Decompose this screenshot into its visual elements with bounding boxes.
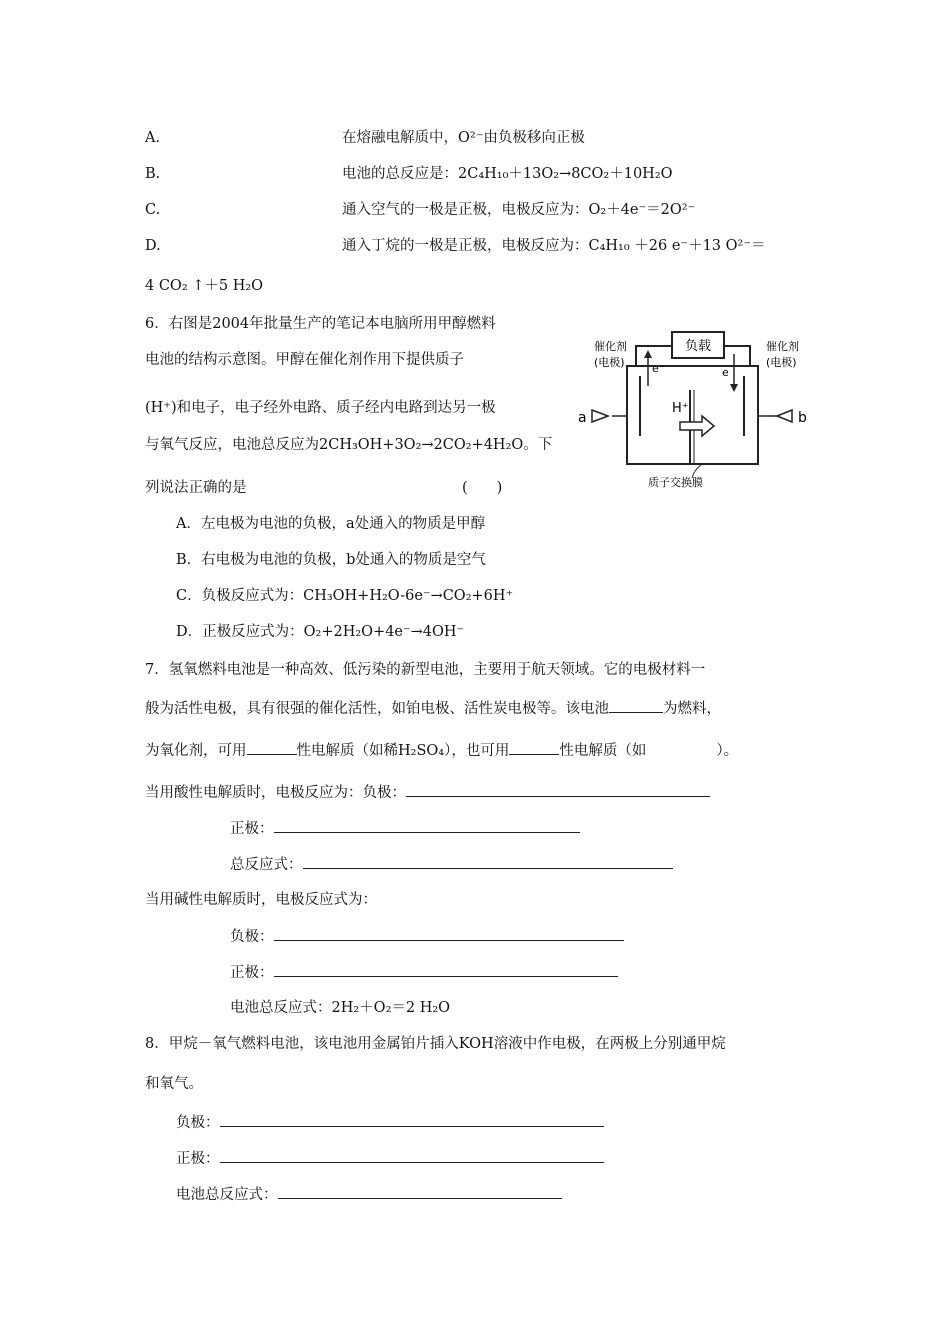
q7-line-3 <box>145 740 738 761</box>
cell-body <box>627 366 758 464</box>
acid-positive-row <box>230 818 580 839</box>
proton-arrow <box>680 416 714 436</box>
q7-line-2 <box>145 698 721 719</box>
acid-positive-blank[interactable] <box>274 818 580 833</box>
q6-line-3: (H⁺)和电子，电子经外电路、质子经内电路到达另一极 <box>145 400 496 416</box>
q5-option-b-text: 电池的总反应是：2C₄H₁₀＋13O₂→8CO₂＋10H₂O <box>342 166 673 182</box>
q6-line-1: 6．右图是2004年批量生产的笔记本电脑所用甲醇燃料 <box>145 316 496 332</box>
base-positive-row <box>230 962 618 983</box>
electron-right-label: e <box>722 366 729 379</box>
q5-option-b-label: B. <box>145 166 161 182</box>
q8-total-row <box>176 1184 562 1205</box>
q5-option-c-label: C. <box>145 202 161 218</box>
q5-option-d-label: D. <box>145 238 161 254</box>
q5-option-a-text: 在熔融电解质中，O²⁻由负极移向正极 <box>342 130 585 146</box>
inlet-a-label: a <box>578 410 587 426</box>
right-electrode-label: (电极) <box>766 356 797 369</box>
fuel-blank[interactable] <box>609 698 663 713</box>
acid-positive-label: 正极： <box>230 821 274 837</box>
electron-left-label: e⁻ <box>652 362 665 375</box>
right-catalyst-label: 催化剂 <box>766 340 799 353</box>
q6-line-5: 列说法正确的是 <box>145 480 247 496</box>
q6-line-2: 电池的结构示意图。甲醇在催化剂作用下提供质子 <box>145 352 464 368</box>
q6-option-c: C．负极反应式为：CH₃OH+H₂O-6e⁻→CO₂+6H⁺ <box>176 588 514 604</box>
base-intro: 当用碱性电解质时，电极反应式为： <box>145 892 377 908</box>
q6-answer-paren: ( ) <box>462 480 503 496</box>
acid-total-row <box>230 854 673 875</box>
membrane-label: 质子交换膜 <box>648 476 703 489</box>
q8-positive-label: 正极： <box>176 1151 220 1167</box>
q5-option-a-label: A. <box>145 130 161 146</box>
q5-option-a <box>145 128 160 148</box>
q8-negative-row <box>176 1112 604 1133</box>
base-negative-blank[interactable] <box>274 926 624 941</box>
q7-line-2-end: 为燃料， <box>663 701 721 717</box>
q8-positive-row <box>176 1148 604 1169</box>
base-positive-label: 正极： <box>230 965 274 981</box>
q6-line-4: 与氧气反应，电池总反应为2CH₃OH+3O₂→2CO₂+4H₂O。下 <box>145 437 553 453</box>
load-label: 负载 <box>684 339 712 354</box>
q8-total-blank[interactable] <box>278 1184 562 1199</box>
electrolyte-blank-1[interactable] <box>247 740 297 755</box>
q7-line-3-b: 性电解质（如稀H₂SO₄），也可用 <box>296 743 510 759</box>
electrolyte-blank-2[interactable] <box>509 740 559 755</box>
q8-total-label: 电池总反应式： <box>176 1187 278 1203</box>
q5-option-d-continuation: 4 CO₂ ↑＋5 H₂O <box>145 278 264 294</box>
q5-option-d-text: 通入丁烷的一极是正极，电极反应为：C₄H₁₀ ＋26 e⁻＋13 O²⁻＝ <box>342 238 766 254</box>
q6-option-a: A．左电极为电池的负极，a处通入的物质是甲醇 <box>176 516 486 532</box>
base-negative-row <box>230 926 624 947</box>
acid-total-blank[interactable] <box>303 854 673 869</box>
b-inlet-arrow <box>777 410 792 422</box>
q6-option-d: D．正极反应式为：O₂+2H₂O+4e⁻→4OH⁻ <box>176 624 465 640</box>
a-inlet-arrow <box>592 410 608 422</box>
fuel-cell-diagram <box>572 318 812 490</box>
base-positive-blank[interactable] <box>274 962 618 977</box>
q8-line-2: 和氧气。 <box>145 1076 203 1092</box>
acid-negative-row <box>145 782 710 803</box>
left-catalyst-label: 催化剂 <box>594 340 627 353</box>
proton-label: H⁺ <box>672 401 689 416</box>
q5-option-c-text: 通入空气的一极是正极，电极反应为：O₂＋4e⁻＝2O²⁻ <box>342 202 696 218</box>
q7-line-3-a: 为氧化剂，可用 <box>145 743 247 759</box>
q8-negative-blank[interactable] <box>220 1112 604 1127</box>
base-negative-label: 负极： <box>230 929 274 945</box>
q7-line-2-text: 般为活性电极，具有很强的催化活性，如铂电极、活性炭电极等。该电池 <box>145 701 609 717</box>
acid-intro: 当用酸性电解质时，电极反应为：负极： <box>145 785 406 801</box>
q8-negative-label: 负极： <box>176 1115 220 1131</box>
q8-positive-blank[interactable] <box>220 1148 604 1163</box>
q7-line-3-d: ）。 <box>716 743 739 759</box>
left-electrode-label: (电极) <box>594 356 625 369</box>
q7-line-3-c: 性电解质（如 <box>559 743 647 759</box>
base-total: 电池总反应式：2H₂＋O₂＝2 H₂O <box>230 1000 451 1016</box>
q8-line-1: 8．甲烷－氧气燃料电池，该电池用金属铂片插入KOH溶液中作电极，在两极上分别通甲烷 <box>145 1036 726 1052</box>
acid-negative-blank[interactable] <box>406 782 710 797</box>
q7-line-1: 7．氢氧燃料电池是一种高效、低污染的新型电池，主要用于航天领域。它的电极材料一 <box>145 662 706 678</box>
inlet-b-label: b <box>798 410 807 426</box>
acid-total-label: 总反应式： <box>230 857 303 873</box>
q6-option-b: B．右电极为电池的负极，b处通入的物质是空气 <box>176 552 486 568</box>
